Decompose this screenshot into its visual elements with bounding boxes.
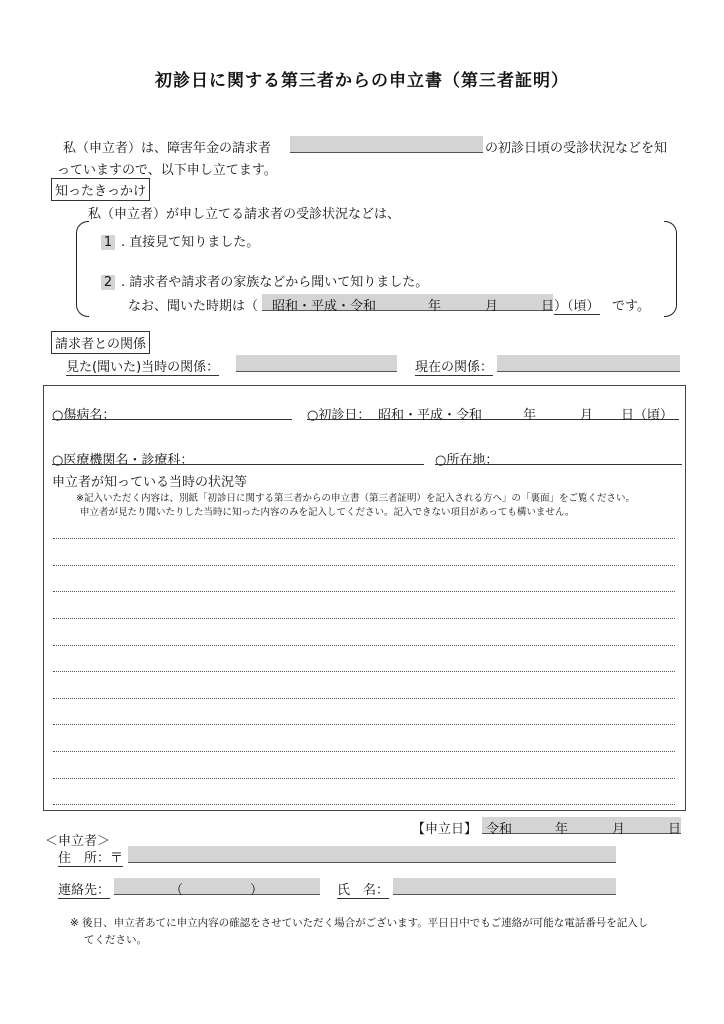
contact-paren-close: ） bbox=[250, 883, 264, 898]
filing-date-month: 月 bbox=[612, 822, 626, 837]
filing-date-era: 令和 bbox=[486, 822, 513, 837]
applicant-name-field[interactable] bbox=[393, 878, 616, 895]
section-label-relation: 請求者との関係 bbox=[51, 331, 150, 354]
heard-time-year: 年 bbox=[428, 299, 442, 314]
intro-line1-post: の初診日頃の受診状況などを知 bbox=[485, 141, 668, 156]
footnote-line1: ※ 後日、申立者あてに申立内容の確認をさせていただく場合がございます。平日日中でもご連絡が可能な電話番号を記入し bbox=[70, 917, 649, 929]
situation-heading: 申立者が知っている当時の状況等 bbox=[52, 475, 248, 490]
writing-line bbox=[53, 618, 675, 619]
filing-date-day: 日 bbox=[668, 822, 682, 837]
first-visit-year: 年 bbox=[523, 408, 537, 423]
left-bracket bbox=[76, 221, 89, 317]
writing-line bbox=[53, 698, 675, 699]
knowing-subtitle: 私（申立者）が申し立てる請求者の受診状況などは、 bbox=[88, 207, 401, 222]
relation-seen-label: 見た(聞いた)当時の関係： bbox=[66, 356, 219, 376]
applicant-address-label: 住 所：〒 bbox=[58, 847, 123, 867]
writing-line bbox=[53, 591, 675, 592]
relation-seen-field[interactable] bbox=[236, 355, 397, 372]
institution-field[interactable] bbox=[52, 449, 424, 465]
writing-line bbox=[53, 751, 675, 752]
disease-label: ○傷病名： bbox=[52, 408, 116, 423]
relation-current-label: 現在の関係： bbox=[415, 356, 493, 376]
section-label-knowing: 知ったきっかけ bbox=[51, 178, 150, 201]
page-title: 初診日に関する第三者からの申立書（第三者証明） bbox=[155, 71, 569, 91]
option-1-number[interactable]: 1 bbox=[101, 235, 115, 250]
intro-line1-pre: 私（申立者）は、障害年金の請求者 bbox=[63, 141, 272, 156]
writing-line bbox=[53, 645, 675, 646]
writing-line bbox=[53, 565, 675, 566]
relation-current-field[interactable] bbox=[497, 355, 680, 372]
heard-time-suffix-paren: ）（頃） bbox=[554, 295, 600, 315]
first-visit-label: ○初診日： bbox=[307, 408, 371, 423]
situation-note-1: ※記入いただく内容は、別紙「初診日に関する第三者からの申立書（第三者証明）を記入される方へ」の「裏面」をご覧ください。 bbox=[76, 493, 635, 504]
first-visit-eras[interactable]: 昭和・平成・令和 bbox=[378, 408, 483, 423]
heard-time-month: 月 bbox=[485, 299, 499, 314]
first-visit-day: 日（頃） bbox=[621, 408, 674, 423]
writing-line bbox=[53, 778, 675, 779]
claimant-name-field[interactable] bbox=[290, 136, 483, 153]
option-1-text: . 直接見て知りました。 bbox=[121, 235, 260, 250]
heard-time-suffix: です。 bbox=[612, 299, 650, 314]
applicant-contact-field[interactable] bbox=[114, 878, 320, 895]
applicant-contact-label: 連絡先： bbox=[58, 879, 110, 899]
contact-paren-open: （ bbox=[170, 883, 184, 898]
applicant-address-field[interactable] bbox=[128, 846, 616, 863]
writing-line bbox=[53, 724, 675, 725]
institution-label: ○医療機関名・診療科： bbox=[52, 453, 194, 468]
address-label: ○所在地： bbox=[435, 453, 499, 468]
option-2[interactable] bbox=[101, 271, 428, 290]
writing-line bbox=[53, 538, 675, 539]
heard-time-prefix: なお、聞いた時期は（ bbox=[128, 299, 259, 314]
disease-field[interactable] bbox=[52, 404, 292, 420]
applicant-name-label: 氏 名： bbox=[337, 879, 389, 899]
right-bracket bbox=[664, 221, 677, 317]
writing-line bbox=[53, 671, 675, 672]
first-visit-month: 月 bbox=[580, 408, 594, 423]
intro-line2: っていますので、以下申し立てます。 bbox=[57, 163, 277, 178]
filing-date-year: 年 bbox=[555, 822, 569, 837]
institution-address-field[interactable] bbox=[435, 449, 682, 465]
applicant-heading: ＜申立者＞ bbox=[45, 834, 111, 849]
footnote-line2: てください。 bbox=[84, 934, 147, 946]
heard-time-eras[interactable]: 昭和・平成・令和 bbox=[272, 299, 377, 314]
situation-note-2: 申立者が見たり聞いたりした当時に知った内容のみを記入してください。記入できない項目があっても構いません。 bbox=[80, 507, 575, 518]
option-2-text: . 請求者や請求者の家族などから聞いて知りました。 bbox=[121, 275, 429, 290]
option-2-number[interactable]: 2 bbox=[101, 275, 115, 290]
filing-date-label: 【申立日】 bbox=[412, 822, 478, 837]
option-1[interactable] bbox=[101, 231, 259, 250]
heard-time-day: 日 bbox=[541, 299, 555, 314]
writing-line bbox=[53, 804, 675, 805]
